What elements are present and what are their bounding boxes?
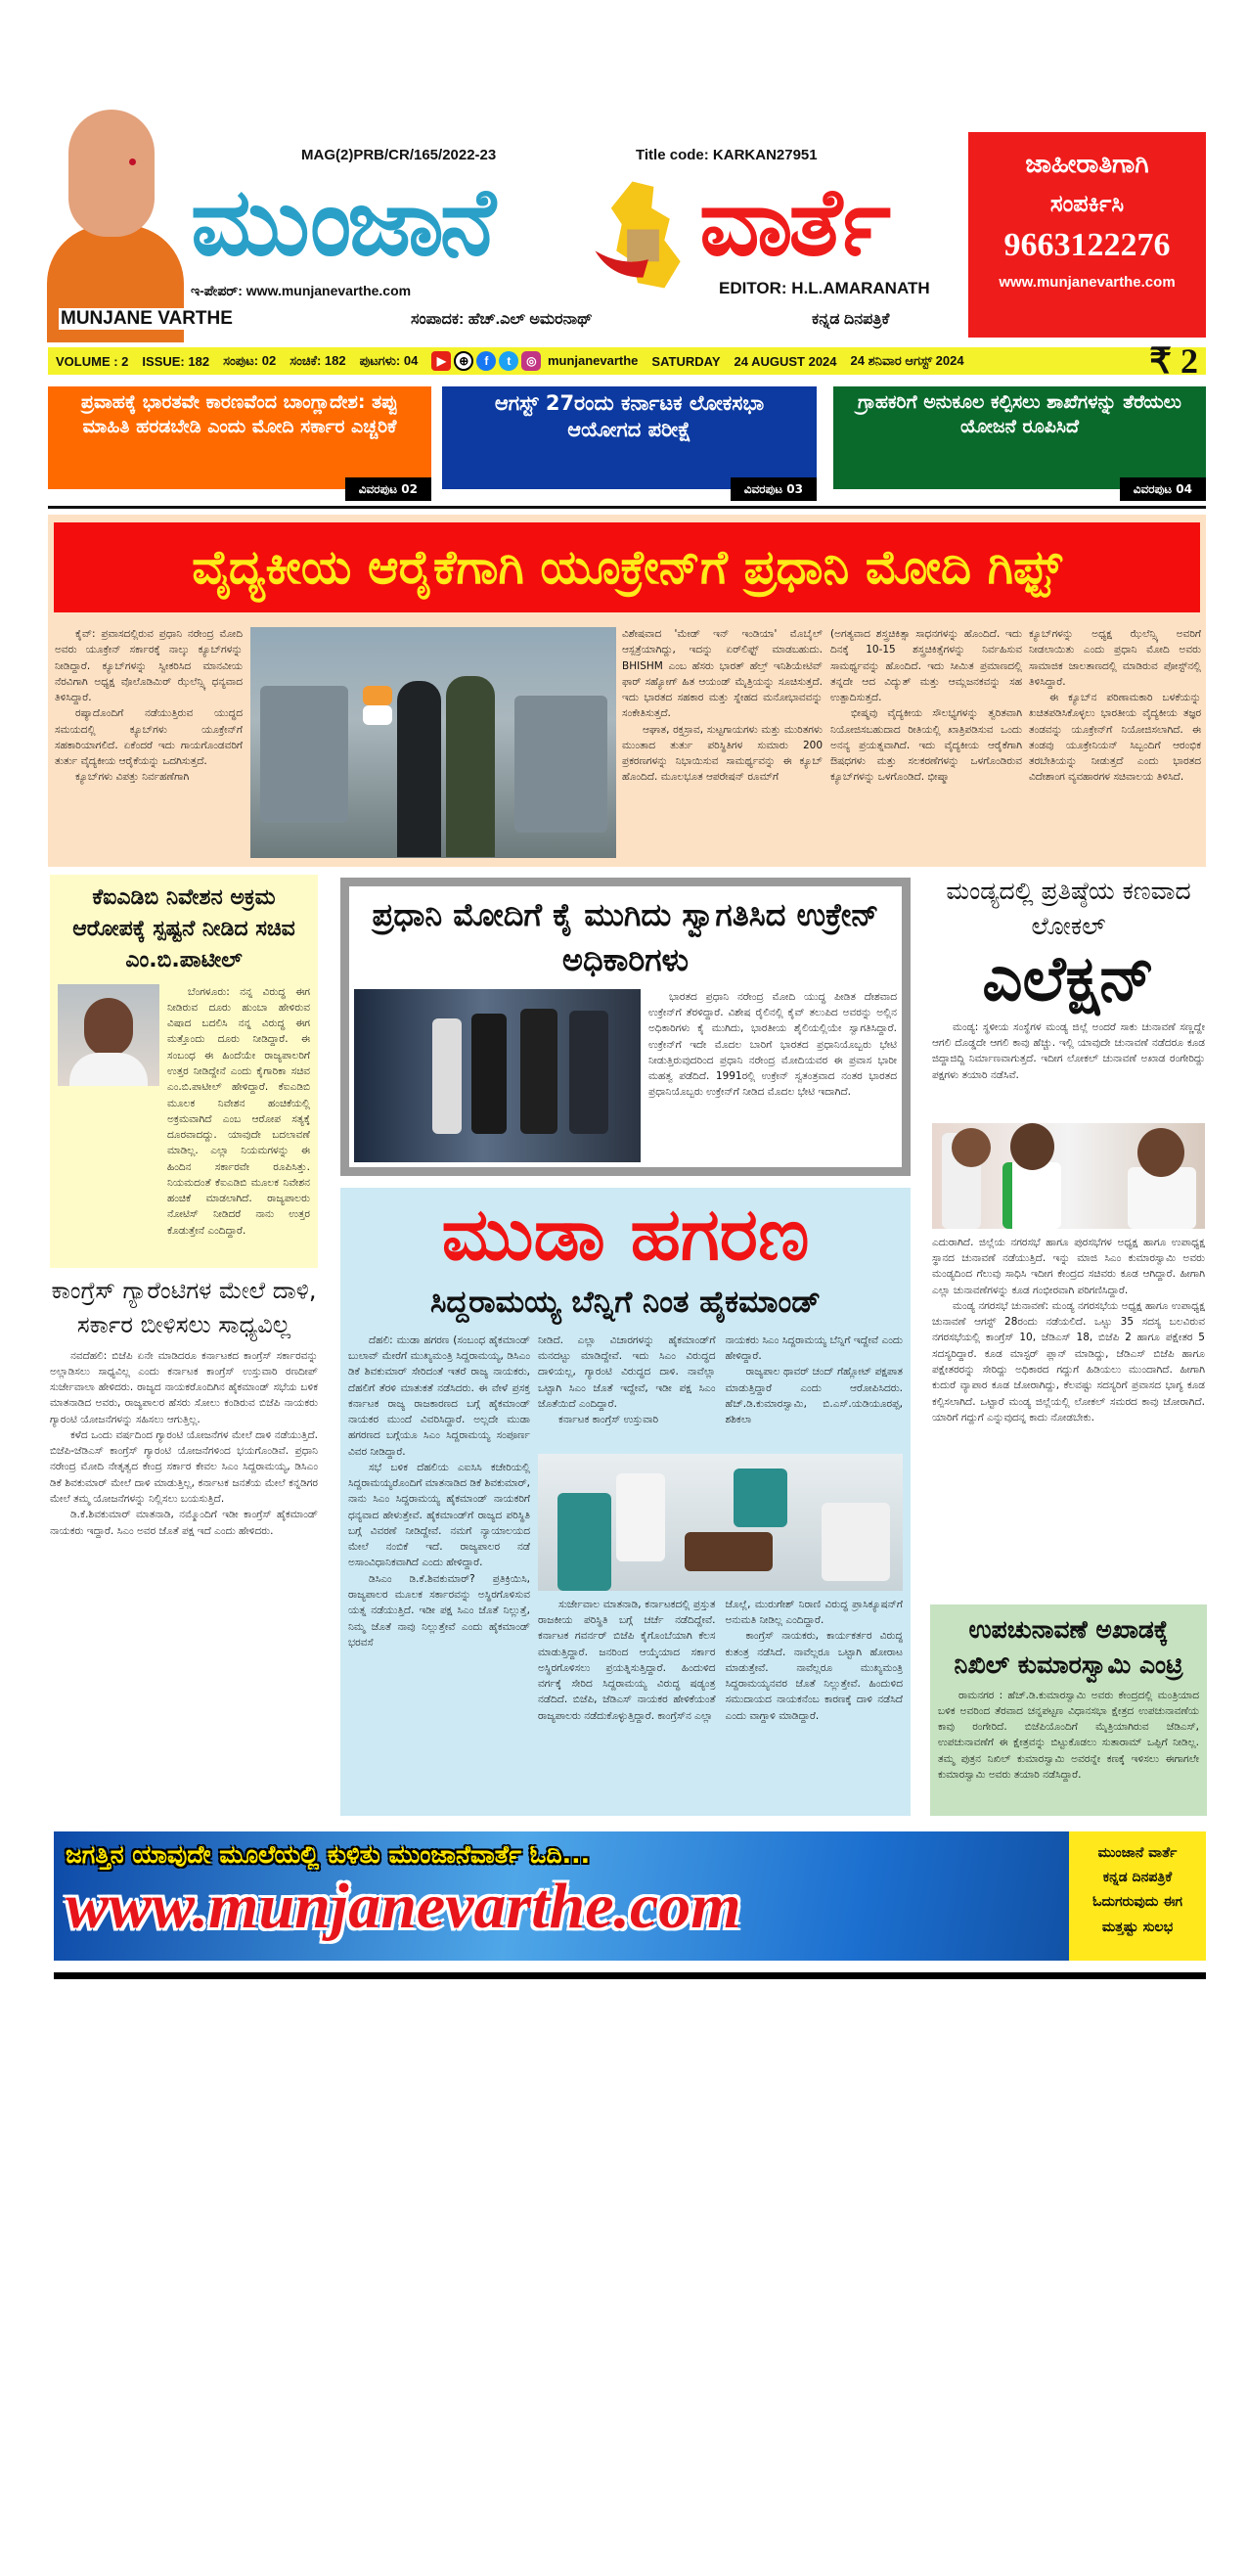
registration-number: MAG(2)PRB/CR/165/2022-23 xyxy=(301,147,497,163)
date-english: 24 AUGUST 2024 xyxy=(734,353,837,369)
editor-english: EDITOR: H.L.AMARANATH xyxy=(719,279,930,297)
teaser-page-link[interactable]: ವಿವರಪುಟ 02 xyxy=(345,477,431,501)
modi-welcome-headline: ಪ್ರಧಾನಿ ಮೋದಿಗೆ ಕೈ ಮುಗಿದು ಸ್ವಾಗತಿಸಿದ ಉಕ್ರೇನ್ ಅಧಿಕಾರಿಗಳು xyxy=(372,896,879,979)
muda-meeting-photo xyxy=(538,1454,903,1591)
congress-story xyxy=(50,1274,318,1814)
modi-welcome-photo xyxy=(354,989,641,1162)
weekday: SATURDAY xyxy=(651,353,721,369)
banner-side-panel xyxy=(1069,1831,1206,1961)
lead-headline: ವೈದ್ಯಕೀಯ ಆರೈಕೆಗಾಗಿ ಯೂಕ್ರೇನ್‌ಗೆ ಪ್ರಧಾನಿ ಮೋದಿ ಗಿಫ್ಟ್ xyxy=(54,522,1200,612)
teaser-page-4[interactable] xyxy=(833,386,1206,496)
logo-munjane: ಮುಂಜಾನೆ xyxy=(191,170,492,275)
social-handle[interactable]: munjanevarthe xyxy=(547,353,639,368)
side-line: ಕನ್ನಡ ದಿನಪತ್ರಿಕೆ xyxy=(1102,1870,1173,1886)
globe-icon[interactable]: ⊕ xyxy=(454,351,473,371)
sanchike: ಸಂಚಿಕೆ: 182 xyxy=(289,353,346,368)
lead-column-4: ಕ್ಯೂಬ್‌ಗಳನ್ನು ಅಧ್ಯಕ್ಷ ಝೆಲೆನ್ಸ್ಕಿ ಅವರಿಗೆ ನೀಡಲಾಯಿತು ಎಂದು ಪ್ರಧಾನಿ ಮೋದಿ ಅವರು ಸಾಮಾಜಿಕ ಜಾಲತಾಣದಲ್ಲಿ ಮಾಡಿರುವ ಪೋಸ್ಟ್‌ನಲ್ಲಿ ತಿಳಿಸಿದ್ದಾರೆ. ಈ ಕ್ಯೂಬ್‌ನ ಪರಿಣಾಮಕಾರಿ ಬಳಕೆಯನ್ನು ಖಚಿತಪಡಿಸಿಕೊಳ್ಳಲು ಭಾರತೀಯ ವೈದ್ಯಕೀಯ ತಜ್ಞರ ತಂಡವನ್ನು ಯೂಕ್ರೇನ್‌ಗೆ ನಿಯೋಜಿಸಲಾಗಿದೆ. ಈ ತಂಡವು ಯೂಕ್ರೇನಿಯನ್ ಸಿಬ್ಬಂದಿಗೆ ಆರಂಭಿಕ ತರಬೇತಿಯನ್ನು ನೀಡುತ್ತದೆ ಎಂದು ಭಾರತದ ವಿದೇಶಾಂಗ ವ್ಯವಹಾರಗಳ ಸಚಿವಾಲಯ ತಿಳಿಸಿದೆ. xyxy=(1029,628,1201,784)
twitter-icon[interactable]: t xyxy=(499,351,518,371)
muda-column-2: ನೀಡಿದೆ. ಎಲ್ಲಾ ವಿಚಾರಗಳನ್ನು ಹೈಕಮಾಂಡ್‌ಗೆ ಮನದಟ್ಟು ಮಾಡಿದ್ದೇವೆ. ಇದು ಸಿಎಂ ವಿರುದ್ಧದ ದಾಳಿಯಲ್ಲ, ಗ್ಯಾರಂಟಿ ವಿರುದ್ಧದ ದಾಳಿ. ನಾವೆಲ್ಲಾ ಒಟ್ಟಾಗಿ ಸಿಎಂ ಜೊತೆ ಇದ್ದೇವೆ, ಇಡೀ ಪಕ್ಷ ಸಿಎಂ ಜೊತೆಯಿದೆ ಎಂದಿದ್ದಾರೆ. ಕರ್ನಾಟಕ ಕಾಂಗ್ರೆಸ್ ಉಸ್ತುವಾರಿ xyxy=(538,1333,716,1426)
muda-column-3-bottom: ಜೊಲ್ಲೆ, ಮುರುಗೇಶ್ ನಿರಾಣಿ ವಿರುದ್ಧ ಪ್ರಾಸಿಕ್ಯೂಷನ್‌ಗೆ ಅನುಮತಿ ನೀಡಿಲ್ಲ ಎಂದಿದ್ದಾರೆ. ಕಾಂಗ್ರೆಸ್ ನಾಯಕರು, ಕಾರ್ಯಕರ್ತರ ವಿರುದ್ಧ ಕುತಂತ್ರ ನಡೆಸಿದೆ. ನಾವೆಲ್ಲರೂ ಒಟ್ಟಾಗಿ ಹೋರಾಟ ಮಾಡುತ್ತೇವೆ. ನಾವೆಲ್ಲರೂ ಮುಖ್ಯಮಂತ್ರಿ ಸಿದ್ದರಾಮಯ್ಯನವರ ಜೊತೆ ನಿಲ್ಲುತ್ತೇವೆ. ಹಿಂದುಳಿದ ಸಮುದಾಯದ ನಾಯಕನೆಂಬ ಕಾರಣಕ್ಕೆ ದಾಳಿ ನಡೆಸಿದೆ ಎಂದು ವಾಗ್ದಾಳಿ ಮಾಡಿದ್ದಾರೆ. xyxy=(725,1598,903,1722)
banner-url[interactable]: www.munjanevarthe.com xyxy=(66,1870,741,1942)
issue-info-bar xyxy=(48,341,1206,381)
mb-patil-photo xyxy=(58,984,159,1086)
brand-english: MUNJANE VARTHE xyxy=(61,308,233,329)
issue: ISSUE: 182 xyxy=(142,353,210,369)
nikhil-body: ರಾಮನಗರ : ಹೆಚ್.ಡಿ.ಕುಮಾರಸ್ವಾಮಿ ಅವರು ಕೇಂದ್ರದಲ್ಲಿ ಮಂತ್ರಿಯಾದ ಬಳಿಕ ಅವರಿಂದ ತೆರವಾದ ಚನ್ನಪಟ್ಟಣ ವಿಧಾನಸಭಾ ಕ್ಷೇತ್ರದ ಉಪಚುನಾವಣೆಯ ಕಾವು ರಂಗೇರಿದೆ. ಬಿಜೆಪಿಯೊಂದಿಗೆ ಮೈತ್ರಿಯಾಗಿರುವ ಜೆಡಿಎಸ್, ಉಪಚುನಾವಣೆಗೆ ಈ ಕ್ಷೇತ್ರವನ್ನು ಬಿಟ್ಟುಕೊಡಲು ಸುತಾರಾಮ್ ಒಪ್ಪಿಗೆ ನೀಡಿಲ್ಲ. ತಮ್ಮ ಪುತ್ರನ ನಿಖಿಲ್ ಕುಮಾರಸ್ವಾಮಿ ಅವರನ್ನೇ ಕಣಕ್ಕೆ ಇಳಿಸಲು ಈಗಾಗಲೇ ಕುಮಾರಸ್ವಾಮಿ ಅವರು ತಯಾರಿ ನಡೆಸಿದ್ದಾರೆ. xyxy=(938,1689,1199,1781)
teaser-text: ಪ್ರವಾಹಕ್ಕೆ ಭಾರತವೇ ಕಾರಣವೆಂದ ಬಾಂಗ್ಲಾದೇಶ: ತಪ್ಪು ಮಾಹಿತಿ ಹರಡಬೇಡಿ ಎಂದು ಮೋದಿ ಸರ್ಕಾರ ಎಚ್ಚರಿಕೆ xyxy=(80,391,399,437)
side-line: ಓದುಗರುವುದು ಈಗ xyxy=(1092,1894,1182,1911)
volume: VOLUME : 2 xyxy=(56,353,129,369)
kiadb-story xyxy=(50,875,318,1268)
ad-line-1: ಜಾಹೀರಾತಿಗಾಗಿ xyxy=(1025,150,1149,179)
paper-type: ಕನ್ನಡ ದಿನಪತ್ರಿಕೆ xyxy=(812,311,890,328)
lead-column-2: ವಿಶೇಷವಾದ 'ಮೇಡ್ ಇನ್ ಇಂಡಿಯಾ' ಮೊಬೈಲ್ ಆಸ್ಪತ್ರೆಯಾಗಿದ್ದು, ಇದನ್ನು ಏರ್‌ಲಿಫ್ಟ್ ಮಾಡಬಹುದು. BHISHM ಎಂಬ ಹೆಸರು ಭಾರತ್ ಹೆಲ್ತ್ ಇನಿಶಿಯೇಟಿವ್ ಫಾರ್ ಸಹ್ಯೋಗ್ ಹಿತ ಆಯಂಡ್ ಮೈತ್ರಿಯನ್ನು ಸೂಚಿಸುತ್ತದೆ. ಇದು ಭಾರತದ ಸಹಕಾರ ಮತ್ತು ಸ್ನೇಹದ ಮನೋಭಾವವನ್ನು ಸಂಕೇತಿಸುತ್ತದೆ. ಆಘಾತ, ರಕ್ತಸ್ರಾವ, ಸುಟ್ಟಗಾಯಗಳು ಮತ್ತು ಮುರಿತಗಳು ಮುಂತಾದ ತುರ್ತು ಪರಿಸ್ಥಿತಿಗಳ ಸುಮಾರು 200 ಪ್ರಕರಣಗಳನ್ನು ನಿಭಾಯಿಸುವ ಸಾಮರ್ಥ್ಯವನ್ನು ಈ ಕ್ಯೂಬ್ ಹೊಂದಿದೆ. ಮೂಲಭೂತ ಆಪರೇಷನ್ ರೂಮ್‌ಗೆ xyxy=(622,628,823,784)
mandya-headline: ಮಂಡ್ಯದಲ್ಲಿ ಪ್ರತಿಷ್ಠೆಯ ಕಣವಾದ ಲೋಕಲ್ xyxy=(946,877,1191,941)
website-promo-banner[interactable] xyxy=(54,1831,1206,1961)
mandya-politicians-photo xyxy=(932,1123,1205,1229)
youtube-icon[interactable]: ▶ xyxy=(431,351,451,371)
teaser-page-2[interactable] xyxy=(48,386,431,496)
modi-welcome-body: ಭಾರತದ ಪ್ರಧಾನಿ ನರೇಂದ್ರ ಮೋದಿ ಯುದ್ಧ ಪೀಡಿತ ದೇಶವಾದ ಉಕ್ರೇನ್‌ಗೆ ತೆರಳಿದ್ದಾರೆ. ವಿಶೇಷ ರೈಲಿನಲ್ಲಿ ಕೈವ್ ತಲುಪಿದ ಅವರನ್ನು ಅಲ್ಲಿನ ಅಧಿಕಾರಿಗಳು ಕೈ ಮುಗಿದು, ಭಾರತೀಯ ಶೈಲಿಯಲ್ಲಿಯೇ ಸ್ವಾಗತಿಸಿದ್ದಾರೆ. ಉಕ್ರೇನ್‌ಗೆ ಇದೇ ಮೊದಲ ಬಾರಿಗೆ ಭಾರತದ ಪ್ರಧಾನಿಯೊಬ್ಬರು ಭೇಟಿ ನೀಡುತ್ತಿರುವುದರಿಂದ ಪ್ರಧಾನಿ ನರೇಂದ್ರ ಮೋದಿಯವರ ಈ ಪ್ರವಾಸ ಭಾರೀ ಮಹತ್ವ ಪಡೆದಿದೆ. 1991ರಲ್ಲಿ ಉಕ್ರೇನ್ ಸ್ವತಂತ್ರವಾದ ನಂತರ ಭಾರತದ ಪ್ರಧಾನಿಯೊಬ್ಬರು ಉಕ್ರೇನ್‌ಗೆ ನೀಡಿದ ಮೊದಲ ಭೇಟಿ ಇದಾಗಿದೆ. xyxy=(648,990,897,1099)
editor-kannada: ಸಂಪಾದಕ: ಹೆಚ್.ಎಲ್ ಅಮರನಾಥ್ xyxy=(411,311,593,328)
teaser-page-3[interactable] xyxy=(442,386,817,496)
muda-story xyxy=(340,1188,911,1816)
lead-photo-modi-zelensky xyxy=(250,627,616,858)
muda-headline: ಮುಡಾ ಹಗರಣ xyxy=(441,1193,810,1277)
muda-column-1: ದೆಹಲಿ: ಮುಡಾ ಹಗರಣ (ಸಂಬಂಧ ಹೈಕಮಾಂಡ್ ಬುಲಾವ್ ಮೇರೆಗೆ ಮುಖ್ಯಮಂತ್ರಿ ಸಿದ್ದರಾಮಯ್ಯ, ಡಿಸಿಎಂ ಡಿಕೆ ಶಿವಕುಮಾರ್ ಸೇರಿದಂತೆ ಇತರೆ ರಾಜ್ಯ ನಾಯಕರು, ದೆಹಲಿಗೆ ತೆರಳಿ ಮಾತುಕತೆ ನಡೆಸಿದರು. ಈ ವೇಳೆ ಪ್ರಸಕ್ತ ಕರ್ನಾಟಕ ರಾಜ್ಯ ರಾಜಕಾರಣದ ಬಗ್ಗೆ ಹೈಕಮಾಂಡ್ ನಾಯಕರ ಮುಂದೆ ವಿವರಿಸಿದ್ದಾರೆ. ಅಲ್ಲದೇ ಮುಡಾ ಹಗರಣದ ಬಗ್ಗೆಯೂ ಸಿಎಂ ಸಿದ್ದರಾಮಯ್ಯ ಸಂಪೂರ್ಣ ವಿವರ ನೀಡಿದ್ದಾರೆ. ಸಭೆ ಬಳಿಕ ದೆಹಲಿಯ ಎಐಸಿಸಿ ಕಚೇರಿಯಲ್ಲಿ ಸಿದ್ದರಾಮಯ್ಯರೊಂದಿಗೆ ಮಾತನಾಡಿದ ಡಿಕೆ ಶಿವಕುಮಾರ್, ನಾನು ಸಿಎಂ ಸಿದ್ದರಾಮಯ್ಯ ಹೈಕಮಾಂಡ್ ನಾಯಕರಿಗೆ ಧನ್ಯವಾದ ಹೇಳುತ್ತೇವೆ. ಹೈಕಮಾಂಡ್‌ಗೆ ರಾಜ್ಯದ ಪರಿಸ್ಥಿತಿ ಬಗ್ಗೆ ವಿವರಣೆ ನೀಡಿದ್ದೇವೆ. ನಮಗೆ ನ್ಯಾಯಾಲಯದ ಮೇಲೆ ನಂಬಿಕೆ ಇದೆ. ರಾಜ್ಯಪಾಲರ ನಡೆ ಅಸಾಂವಿಧಾನಿಕವಾಗಿದೆ ಎಂದು ಹೇಳಿದ್ದಾರೆ. ಡಿಸಿಎಂ ಡಿ.ಕೆ.ಶಿವಕುಮಾರ್? ಪ್ರತಿಕ್ರಿಯಿಸಿ, ರಾಜ್ಯಪಾಲರ ಮೂಲಕ ಸರ್ಕಾರವನ್ನು ಅಸ್ಥಿರಗೊಳಿಸುವ ಯತ್ನ ನಡೆಯುತ್ತಿದೆ. ಇಡೀ ಪಕ್ಷ ಸಿಎಂ ಜೊತೆ ನಿಲ್ಲುತ್ತೆ, ನಿಮ್ಮ ಜೊತೆ ನಾವು ನಿಲ್ಲುತ್ತೇವೆ ಎಂದು ಹೈಕಮಾಂಡ್ ಭರವಸೆ xyxy=(348,1333,530,1649)
logo-varthe: ವಾರ್ತೆ xyxy=(699,170,887,275)
ad-phone[interactable]: 9663122276 xyxy=(1003,227,1171,263)
teaser-text: ಗ್ರಾಹಕರಿಗೆ ಅನುಕೂಲ ಕಲ್ಪಿಸಲು ಶಾಖೆಗಳನ್ನು ತೆರೆಯಲು ಯೋಜನೆ ರೂಪಿಸಿದೆ xyxy=(858,391,1181,437)
side-line: ಮುಂಜಾನೆ ವಾರ್ತೆ xyxy=(1097,1845,1178,1861)
nikhil-headline: ಉಪಚುನಾವಣೆ ಅಖಾಡಕ್ಕೆ ನಿಖಿಲ್ ಕುಮಾರಸ್ವಾಮಿ ಎಂಟ್ರಿ xyxy=(954,1615,1183,1680)
kiadb-body: ಬೆಂಗಳೂರು: ನನ್ನ ವಿರುದ್ಧ ಈಗ ನೀಡಿರುವ ದೂರು ಹುಂಬಾ ಹೇಳಿರುವ ವಿಷಾದ ಬದಲಿಸಿ ನನ್ನ ವಿರುದ್ಧ ಈಗ ಮತ್ತೊಂದು ದೂರು ನೀಡಿದ್ದಾರೆ. ಈ ಸಂಬಂಧ ಈ ಹಿಂದೆಯೇ ರಾಜ್ಯಪಾಲರಿಗೆ ಉತ್ತರ ನೀಡಿದ್ದೇನೆ ಎಂದು ಕೈಗಾರಿಕಾ ಸಚಿವ ಎಂ.ಬಿ.ಪಾಟೀಲ್ ಹೇಳಿದ್ದಾರೆ. ಕೆಐಎಡಿಬಿ ಮೂಲಕ ನಿವೇಶನ ಹಂಚಿಕೆಯಲ್ಲಿ ಅಕ್ರಮವಾಗಿದೆ ಎಂಬ ಆರೋಪ ಸತ್ಯಕ್ಕೆ ದೂರವಾದದ್ದು. ಯಾವುದೇ ಬದಲಾವಣೆ ಮಾಡಿಲ್ಲ. ಎಲ್ಲಾ ನಿಯಮಗಳನ್ನು ಈ ಹಿಂದಿನ ಸರ್ಕಾರವೇ ರೂಪಿಸಿತ್ತು. ನಿಯಮದಂತೆ ಕೆಐಎಡಿಬಿ ಮೂಲಕ ನಿವೇಶನ ಹಂಚಿಕೆ ಮಾಡಲಾಗಿದೆ. ರಾಜ್ಯಪಾಲರು ನೋಟಿಸ್ ನೀಡಿದರೆ ನಾನು ಉತ್ತರ ಕೊಡುತ್ತೇನೆ ಎಂದಿದ್ದಾರೆ. xyxy=(167,985,310,1237)
pages: ಪುಟಗಳು: 04 xyxy=(359,353,419,368)
footer xyxy=(54,1831,1206,1979)
side-line: ಮತ್ತಷ್ಟು ಸುಲಭ xyxy=(1101,1919,1174,1935)
teaser-text: ಆಗಸ್ಟ್ 27ರಂದು ಕರ್ನಾಟಕ ಲೋಕಸಭಾ ಆಯೋಗದ ಪರೀಕ್ಷೆ xyxy=(494,391,765,442)
muda-column-3: ನಾಯಕರು ಸಿಎಂ ಸಿದ್ದರಾಮಯ್ಯ ಬೆನ್ನಿಗೆ ಇದ್ದೇವೆ ಎಂದು ಹೇಳಿದ್ದಾರೆ. ರಾಜ್ಯಪಾಲ ಥಾವರ್ ಚಂದ್ ಗೆಹ್ಲೋಟ್ ಪಕ್ಷಪಾತ ಮಾಡುತ್ತಿದ್ದಾರೆ ಎಂದು ಆರೋಪಿಸಿದರು. ಹೆಚ್.ಡಿ.ಕುಮಾರಸ್ವಾಮಿ, ಬಿ.ಎಸ್.ಯಡಿಯೂರಪ್ಪ, ಶಶಿಕಲಾ xyxy=(725,1333,903,1426)
title-code: Title code: KARKAN27951 xyxy=(636,147,818,163)
facebook-icon[interactable]: f xyxy=(476,351,496,371)
samputa: ಸಂಪುಟ: 02 xyxy=(223,353,277,368)
banner-tagline: ಜಗತ್ತಿನ ಯಾವುದೇ ಮೂಲೆಯಲ್ಲಿ ಕುಳಿತು ಮುಂಜಾನೆವಾರ್ತೆ ಓದಿ... xyxy=(66,1840,591,1869)
congress-body: ನವದೆಹಲಿ: ಬಿಜೆಪಿ ಏನೇ ಮಾಡಿದರೂ ಕರ್ನಾಟಕದ ಕಾಂಗ್ರೆಸ್ ಸರ್ಕಾರವನ್ನು ಅಲ್ಲಾಡಿಸಲು ಸಾಧ್ಯವಿಲ್ಲ ಎಂದು ಕರ್ನಾಟಕ ಕಾಂಗ್ರೆಸ್ ಉಸ್ತುವಾರಿ ರಣದೀಪ್ ಸುರ್ಜೇವಾಲಾ ಹೇಳಿದರು. ರಾಜ್ಯದ ನಾಯಕರೊಂದಿಗಿನ ಹೈಕಮಾಂಡ್ ಸಭೆಯ ಬಳಿಕ ಮಾತನಾಡಿದ ಅವರು, ರಾಜ್ಯಪಾಲರ ಹೆಸರು ಸೋಲು ಕಂಡಿರುವ ಬಿಜೆಪಿ ನಾಯಕರು ಗ್ಯಾರಂಟಿ ಯೋಜನೆಗಳನ್ನು ಸಹಿಸಲು ಆಗುತ್ತಿಲ್ಲ. ಕಳೆದ ಒಂದು ವರ್ಷದಿಂದ ಗ್ಯಾರಂಟಿ ಯೋಜನೆಗಳ ಮೇಲೆ ದಾಳಿ ನಡೆಯುತ್ತಿದೆ. ಬಿಜೆಪಿ-ಜೆಡಿಎಸ್ ಕಾಂಗ್ರೆಸ್ ಗ್ಯಾರಂಟಿ ಯೋಜನೆಗಳಿಂದ ಭಯಗೊಂಡಿವೆ. ಪ್ರಧಾನಿ ನರೇಂದ್ರ ಮೋದಿ ನೇತೃತ್ವದ ಕೇಂದ್ರ ಸರ್ಕಾರ ಕೇವಲ ಸಿಎಂ ಸಿದ್ದರಾಮಯ್ಯ, ಡಿಸಿಎಂ ಡಿಕೆ ಶಿವಕುಮಾರ್ ಮೇಲೆ ದಾಳಿ ಮಾಡುತ್ತಿಲ್ಲ, ಕರ್ನಾಟಕ ಜನತೆಯ ಮೇಲೆ ಕನ್ನಡಿಗರ ಮೇಲೆ ತಮ್ಮ ಯೋಜನೆಗಳನ್ನು ನಿಲ್ಲಿಸಲು ಬಯಸುತ್ತಿದೆ. ಡಿ.ಕೆ.ಶಿವಕುಮಾರ್ ಮಾತನಾಡಿ, ನಮ್ಮೊಂದಿಗೆ ಇಡೀ ಕಾಂಗ್ರೆಸ್ ಹೈಕಮಾಂಡ್ ನಾಯಕರು ಇದ್ದಾರೆ. ಸಿಎಂ ಅವರ ಜೊತೆ ಪಕ್ಷ ಇದೆ ಎಂದು ಹೇಳಿದರು. xyxy=(50,1349,318,1537)
lead-column-3: (ಅಗತ್ಯವಾದ ಶಸ್ತ್ರಚಿಕಿತ್ಸಾ ಸಾಧನಗಳನ್ನು ಹೊಂದಿದೆ. ಇದು ದಿನಕ್ಕೆ 10-15 ಶಸ್ತ್ರಚಿಕಿತ್ಸೆಗಳನ್ನು ನಿರ್ವಹಿಸುವ ಸಾಮರ್ಥ್ಯವನ್ನು ಹೊಂದಿದೆ. ಇದು ಸೀಮಿತ ಪ್ರಮಾಣದಲ್ಲಿ ತನ್ನದೇ ಆದ ವಿದ್ಯುತ್ ಮತ್ತು ಆಮ್ಲಜನಕವನ್ನು ಸಹ ಉತ್ಪಾದಿಸುತ್ತದೆ. ಭೀಷ್ಮವು ವೈದ್ಯಕೀಯ ಸೌಲಭ್ಯಗಳನ್ನು ತ್ವರಿತವಾಗಿ ನಿಯೋಜಿಸಬಹುದಾದ ರೀತಿಯಲ್ಲಿ ಖಾತ್ರಿಪಡಿಸುವ ಒಂದು ಅನನ್ಯ ಪ್ರಯತ್ನವಾಗಿದೆ. ಇದು ವೈದ್ಯಕೀಯ ಆರೈಕೆಗಾಗಿ ಔಷಧಗಳು ಮತ್ತು ಸಲಕರಣೆಗಳನ್ನು ಒಳಗೊಂಡಿರುವ ಕ್ಯೂಬ್‌ಗಳನ್ನು ಒಳಗೊಂಡಿದೆ. ಭೀಷ್ಮಾ xyxy=(830,628,1022,784)
mandya-body-top: ಮಂಡ್ಯ: ಸ್ಥಳೀಯ ಸಂಸ್ಥೆಗಳ ಮಂಡ್ಯ ಜಿಲ್ಲೆ ಅಂದರೆ ಸಾಕು ಚುನಾವಣೆ ಸಣ್ಣದ್ದೇ ಆಗಲಿ ದೊಡ್ಡದೇ ಆಗಲಿ ಕಾವು ಹೆಚ್ಚು. ಇಲ್ಲಿ ಯಾವುದೇ ಚುನಾವಣೆ ನಡೆದರೂ ಕೂಡ ಜಿದ್ದಾಜಿದ್ದಿ ನಿರ್ಮಾಣವಾಗುತ್ತದೆ. ಇದೀಗ ಲೋಕಲ್ ಚುನಾವಣೆ ಅಖಾಡ ರಂಗೇರಿದ್ದು ಪಕ್ಷಗಳು ತಯಾರಿ ನಡೆಸಿವೆ. xyxy=(932,1020,1205,1081)
divider xyxy=(48,506,1206,509)
instagram-icon[interactable]: ◎ xyxy=(521,351,541,371)
ad-website[interactable]: www.munjanevarthe.com xyxy=(999,274,1176,291)
mandya-headline-block xyxy=(930,874,1207,1014)
founder-portrait xyxy=(47,108,184,342)
mandya-headline-big: ಎಲೆಕ್ಷನ್ xyxy=(982,942,1155,1016)
teaser-page-link[interactable]: ವಿವರಪುಟ 04 xyxy=(1120,477,1206,501)
footer-divider xyxy=(54,1972,1206,1979)
price: ₹ 2 xyxy=(1149,341,1198,381)
advertisement-contact-box xyxy=(968,132,1206,338)
mandya-body: ಎದುರಾಗಿದೆ. ಜಿಲ್ಲೆಯ ನಗರಸಭೆ ಹಾಗೂ ಪುರಸಭೆಗಳ ಅಧ್ಯಕ್ಷ ಹಾಗೂ ಉಪಾಧ್ಯಕ್ಷ ಸ್ಥಾನದ ಚುನಾವಣೆ ನಡೆಯುತ್ತಿದೆ. ಇನ್ನು ಮಾಜಿ ಸಿಎಂ ಕುಮಾರಸ್ವಾಮಿ ಅವರು ಮಂಡ್ಯದಿಂದ ಗೆಲುವು ಸಾಧಿಸಿ ಇದೀಗ ಕೇಂದ್ರದ ಸಚಿವರು ಕೂಡ ಆಗಿದ್ದಾರೆ. ಹೀಗಾಗಿ ಎಲ್ಲಾ ಚುನಾವಣೆಗಳನ್ನು ಕೂಡ ಗಂಭೀರವಾಗಿ ಪರಿಗಣಿಸಿದ್ದಾರೆ. ಮಂಡ್ಯ ನಗರಸಭೆ ಚುನಾವಣೆ: ಮಂಡ್ಯ ನಗರಸಭೆಯ ಅಧ್ಯಕ್ಷ ಹಾಗೂ ಉಪಾಧ್ಯಕ್ಷ ಚುನಾವಣೆ ಆಗಸ್ಟ್ 28ರಂದು ನಡೆಯಲಿದೆ. ಒಟ್ಟು 35 ಸದಸ್ಯ ಬಲವಿರುವ ನಗರಸಭೆಯಲ್ಲಿ ಕಾಂಗ್ರೆಸ್ 10, ಜೆಡಿಎಸ್ 18, ಬಿಜೆಪಿ 2 ಹಾಗೂ ಪಕ್ಷೇತರ 5 ಸದಸ್ಯರಿದ್ದಾರೆ. ಕೂಡ ಮಾಸ್ಟರ್ ಪ್ಲಾನ್ ಮಾಡಿದ್ದು, ಜೆಡಿಎಸ್ ಬಿಜೆಪಿ ಹಾಗೂ ಪಕ್ಷೇತರರನ್ನು ಸೇರಿದ್ದು ಅಧಿಕಾರದ ಗದ್ದುಗೆ ಹಿಡಿಯಲು ಮುಂದಾಗಿದೆ. ಹೀಗಾಗಿ ಕುದುರೆ ವ್ಯಾಪಾರ ಕೂಡ ಜೋರಾಗಿದ್ದು, ಕೆಲವಷ್ಟು ಸದಸ್ಯರಿಗೆ ಪ್ರವಾಸದ ಭಾಗ್ಯ ಕೂಡ ಕಲ್ಪಿಸಲಾಗಿದೆ. ಒಟ್ಟಾರೆ ಮಂಡ್ಯ ಜಿಲ್ಲೆಯಲ್ಲಿ ಲೋಕಲ್ ಸಮರದ ಕಾವು ಜೋರಾಗಿದೆ. ಯಾರಿಗೆ ಗದ್ದುಗೆ ಎನ್ನುವುದನ್ನ ಕಾದು ನೋಡಬೇಕು. xyxy=(932,1236,1205,1424)
muda-column-2-bottom: ಸುರ್ಜೇವಾಲ ಮಾತನಾಡಿ, ಕರ್ನಾಟಕದಲ್ಲಿ ಪ್ರಸ್ತುತ ರಾಜಕೀಯ ಪರಿಸ್ಥಿತಿ ಬಗ್ಗೆ ಚರ್ಚೆ ನಡೆದಿದ್ದೇವೆ. ಕರ್ನಾಟಕ ಗವರ್ನರ್ ಬಿಜೆಪಿ ಕೈಗೊಂಬೆಯಾಗಿ ಕೆಲಸ ಮಾಡುತ್ತಿದ್ದಾರೆ. ಜನರಿಂದ ಆಯ್ಕೆಯಾದ ಸರ್ಕಾರ ಅಸ್ಥಿರಗೊಳಿಸಲು ಪ್ರಯತ್ನಿಸುತ್ತಿದ್ದಾರೆ. ಹಿಂದುಳಿದ ವರ್ಗಕ್ಕೆ ಸೇರಿದ ಸಿದ್ದರಾಮಯ್ಯ ವಿರುದ್ಧ ಷಡ್ಯಂತ್ರ ನಡೆದಿದೆ. ಬಿಜೆಪಿ, ಜೆಡಿಎಸ್ ನಾಯಕರ ಹೇಳಿಕೆಯಂತೆ ರಾಜ್ಯಪಾಲರು ನಡೆದುಕೊಳ್ಳುತ್ತಿದ್ದಾರೆ. ಕಾಂಗ್ರೆಸ್‌ನ ಎಲ್ಲಾ xyxy=(538,1598,716,1722)
teaser-page-link[interactable]: ವಿವರಪುಟ 03 xyxy=(731,477,817,501)
epaper-link[interactable]: ಇ-ಪೇಪರ್: www.munjanevarthe.com xyxy=(191,283,412,298)
nikhil-story xyxy=(930,1604,1207,1816)
ad-line-2: ಸಂಪರ್ಕಿಸಿ xyxy=(1049,190,1125,217)
date-kannada: 24 ಶನಿವಾರ ಆಗಸ್ಟ್ 2024 xyxy=(850,353,964,368)
modi-welcome-story xyxy=(340,878,911,1176)
congress-headline: ಕಾಂಗ್ರೆಸ್ ಗ್ಯಾರೆಂಟಿಗಳ ಮೇಲೆ ದಾಳಿ, ಸರ್ಕಾರ ಬೀಳಿಸಲು ಸಾಧ್ಯವಿಲ್ಲ xyxy=(51,1277,317,1338)
lead-column-1: ಕೈವ್: ಪ್ರವಾಸದಲ್ಲಿರುವ ಪ್ರಧಾನಿ ನರೇಂದ್ರ ಮೋದಿ ಅವರು ಯೂಕ್ರೇನ್ ಸರ್ಕಾರಕ್ಕೆ ನಾಲ್ಕು ಕ್ಯೂಬ್‌ಗಳನ್ನು ನೀಡಿದ್ದಾರೆ. ಕ್ಯೂಬ್‌ಗಳನ್ನು ಸ್ವೀಕರಿಸಿದ ಮಾನವೀಯ ನೆರವಿಗಾಗಿ ಅಧ್ಯಕ್ಷ ವೊಲೊಡಿಮಿರ್ ಝೆಲೆನ್ಸ್ಕಿ ಧನ್ಯವಾದ ತಿಳಿಸಿದ್ದಾರೆ. ರಷ್ಯಾದೊಂದಿಗೆ ನಡೆಯುತ್ತಿರುವ ಯುದ್ಧದ ಸಮಯದಲ್ಲಿ ಕ್ಯೂಬ್‌ಗಳು ಯೂಕ್ರೇನ್‌ಗೆ ಸಹಕಾರಿಯಾಗಲಿದೆ. ಏಕೆಂದರೆ ಇದು ಗಾಯಗೊಂಡವರಿಗೆ ತುರ್ತು ವೈದ್ಯಕೀಯ ಆರೈಕೆಯನ್ನು ಒದಗಿಸುತ್ತದೆ. ಕ್ಯೂಬ್‌ಗಳು ವಿಪತ್ತು ನಿರ್ವಹಣೆಗಾಗಿ xyxy=(55,628,243,784)
muda-subheadline: ಸಿದ್ದರಾಮಯ್ಯ ಬೆನ್ನಿಗೆ ನಿಂತ ಹೈಕಮಾಂಡ್ xyxy=(429,1284,822,1320)
kiadb-headline: ಕೆಐಎಡಿಬಿ ನಿವೇಶನ ಅಕ್ರಮ ಆರೋಪಕ್ಕೆ ಸ್ಪಷ್ಟನೆ ನೀಡಿದ ಸಚಿವ ಎಂ.ಬಿ.ಪಾಟೀಲ್ xyxy=(72,885,295,972)
karnataka-map-icon xyxy=(587,176,699,294)
